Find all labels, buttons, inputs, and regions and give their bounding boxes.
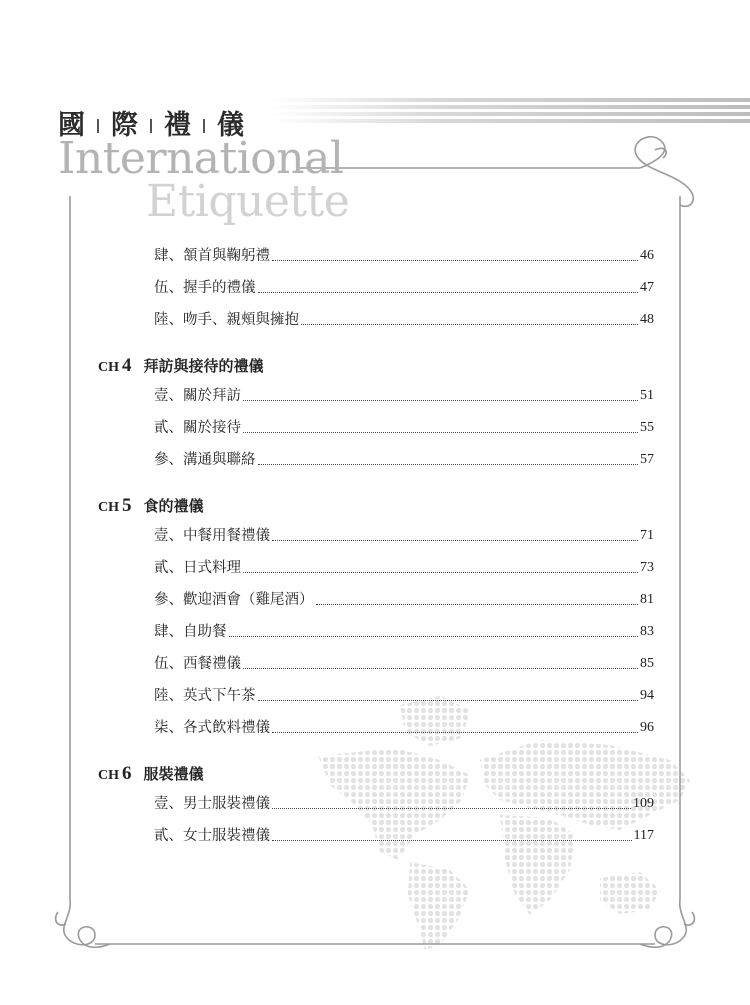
toc-entry-title: 肆、頷首與鞠躬禮 xyxy=(154,248,270,264)
toc-entry-title: 柒、各式飲料禮儀 xyxy=(154,720,270,736)
toc-entry-page: 46 xyxy=(640,248,654,263)
toc-entry-page: 117 xyxy=(633,828,654,843)
toc-entry-title: 貳、關於接待 xyxy=(154,420,241,436)
leader-dots xyxy=(258,464,639,465)
toc-entry-title: 參、溝通與聯絡 xyxy=(154,452,256,468)
toc-entry-title: 肆、自助餐 xyxy=(154,624,227,640)
toc-entry-title: 壹、中餐用餐禮儀 xyxy=(154,528,270,544)
chapter-label: CH xyxy=(98,500,119,515)
chapter-title: 服裝禮儀 xyxy=(143,765,204,783)
toc-entry-title: 壹、關於拜訪 xyxy=(154,388,241,404)
toc-entry[interactable] xyxy=(154,715,654,737)
toc-entry[interactable] xyxy=(154,243,654,265)
chapter-number: 6 xyxy=(122,763,132,784)
toc-entry-page: 51 xyxy=(640,388,654,403)
leader-dots xyxy=(316,604,639,605)
chapter-number: 5 xyxy=(122,495,132,516)
toc-entry-page: 109 xyxy=(633,796,654,811)
toc-entry-title: 貳、女士服裝禮儀 xyxy=(154,828,270,844)
toc-entry-title: 貳、日式料理 xyxy=(154,560,241,576)
toc-entry-page: 73 xyxy=(640,560,654,575)
title-char: 際 xyxy=(111,110,138,141)
toc-entry-title: 參、歡迎酒會（雞尾酒） xyxy=(154,592,314,608)
chapter-heading-6[interactable] xyxy=(98,760,204,784)
english-title-line1: International xyxy=(58,133,344,184)
toc-entry-title: 陸、英式下午茶 xyxy=(154,688,256,704)
toc-entry-page: 83 xyxy=(640,624,654,639)
chapter-label: CH xyxy=(98,768,119,783)
toc-entry-page: 85 xyxy=(640,656,654,671)
leader-dots xyxy=(272,840,632,841)
toc-entry-page: 81 xyxy=(640,592,654,607)
toc-entry[interactable] xyxy=(154,523,654,545)
toc-entry[interactable] xyxy=(154,383,654,405)
toc-entry-title: 伍、西餐禮儀 xyxy=(154,656,241,672)
toc-entry-page: 71 xyxy=(640,528,654,543)
toc-entry-title: 陸、吻手、親頰與擁抱 xyxy=(154,312,299,328)
chapter-title: 食的禮儀 xyxy=(143,497,204,515)
leader-dots xyxy=(243,572,638,573)
chapter-heading-4[interactable] xyxy=(98,352,264,376)
toc-entry[interactable] xyxy=(154,683,654,705)
leader-dots xyxy=(258,292,639,293)
toc-entry-page: 55 xyxy=(640,420,654,435)
toc-entry-page: 96 xyxy=(640,720,654,735)
toc-entry[interactable] xyxy=(154,587,654,609)
leader-dots xyxy=(243,400,638,401)
title-char: 儀 xyxy=(217,110,244,141)
leader-dots xyxy=(301,324,638,325)
leader-dots xyxy=(272,808,631,809)
toc-entry-title: 壹、男士服裝禮儀 xyxy=(154,796,270,812)
toc-entry[interactable] xyxy=(154,415,654,437)
chapter-label: CH xyxy=(98,360,119,375)
leader-dots xyxy=(272,260,638,261)
toc-entry[interactable] xyxy=(154,823,654,845)
toc-entry-page: 57 xyxy=(640,452,654,467)
chapter-number: 4 xyxy=(122,355,132,376)
toc-entry-page: 48 xyxy=(640,312,654,327)
leader-dots xyxy=(258,700,639,701)
english-title-line2: Etiquette xyxy=(146,176,350,227)
leader-dots xyxy=(272,732,638,733)
leader-dots xyxy=(243,432,638,433)
title-char: 國 xyxy=(58,110,85,141)
toc-entry[interactable] xyxy=(154,307,654,329)
toc-entry[interactable] xyxy=(154,791,654,813)
title-char: 禮 xyxy=(164,110,191,141)
chapter-title: 拜訪與接待的禮儀 xyxy=(143,357,264,375)
toc-entry-page: 94 xyxy=(640,688,654,703)
toc-entry[interactable] xyxy=(154,447,654,469)
leader-dots xyxy=(243,668,638,669)
toc-entry[interactable] xyxy=(154,651,654,673)
toc-entry[interactable] xyxy=(154,619,654,641)
toc-entry[interactable] xyxy=(154,275,654,297)
leader-dots xyxy=(229,636,639,637)
leader-dots xyxy=(272,540,638,541)
toc-entry[interactable] xyxy=(154,555,654,577)
toc-entry-page: 47 xyxy=(640,280,654,295)
chapter-heading-5[interactable] xyxy=(98,492,204,516)
toc-entry-title: 伍、握手的禮儀 xyxy=(154,280,256,296)
